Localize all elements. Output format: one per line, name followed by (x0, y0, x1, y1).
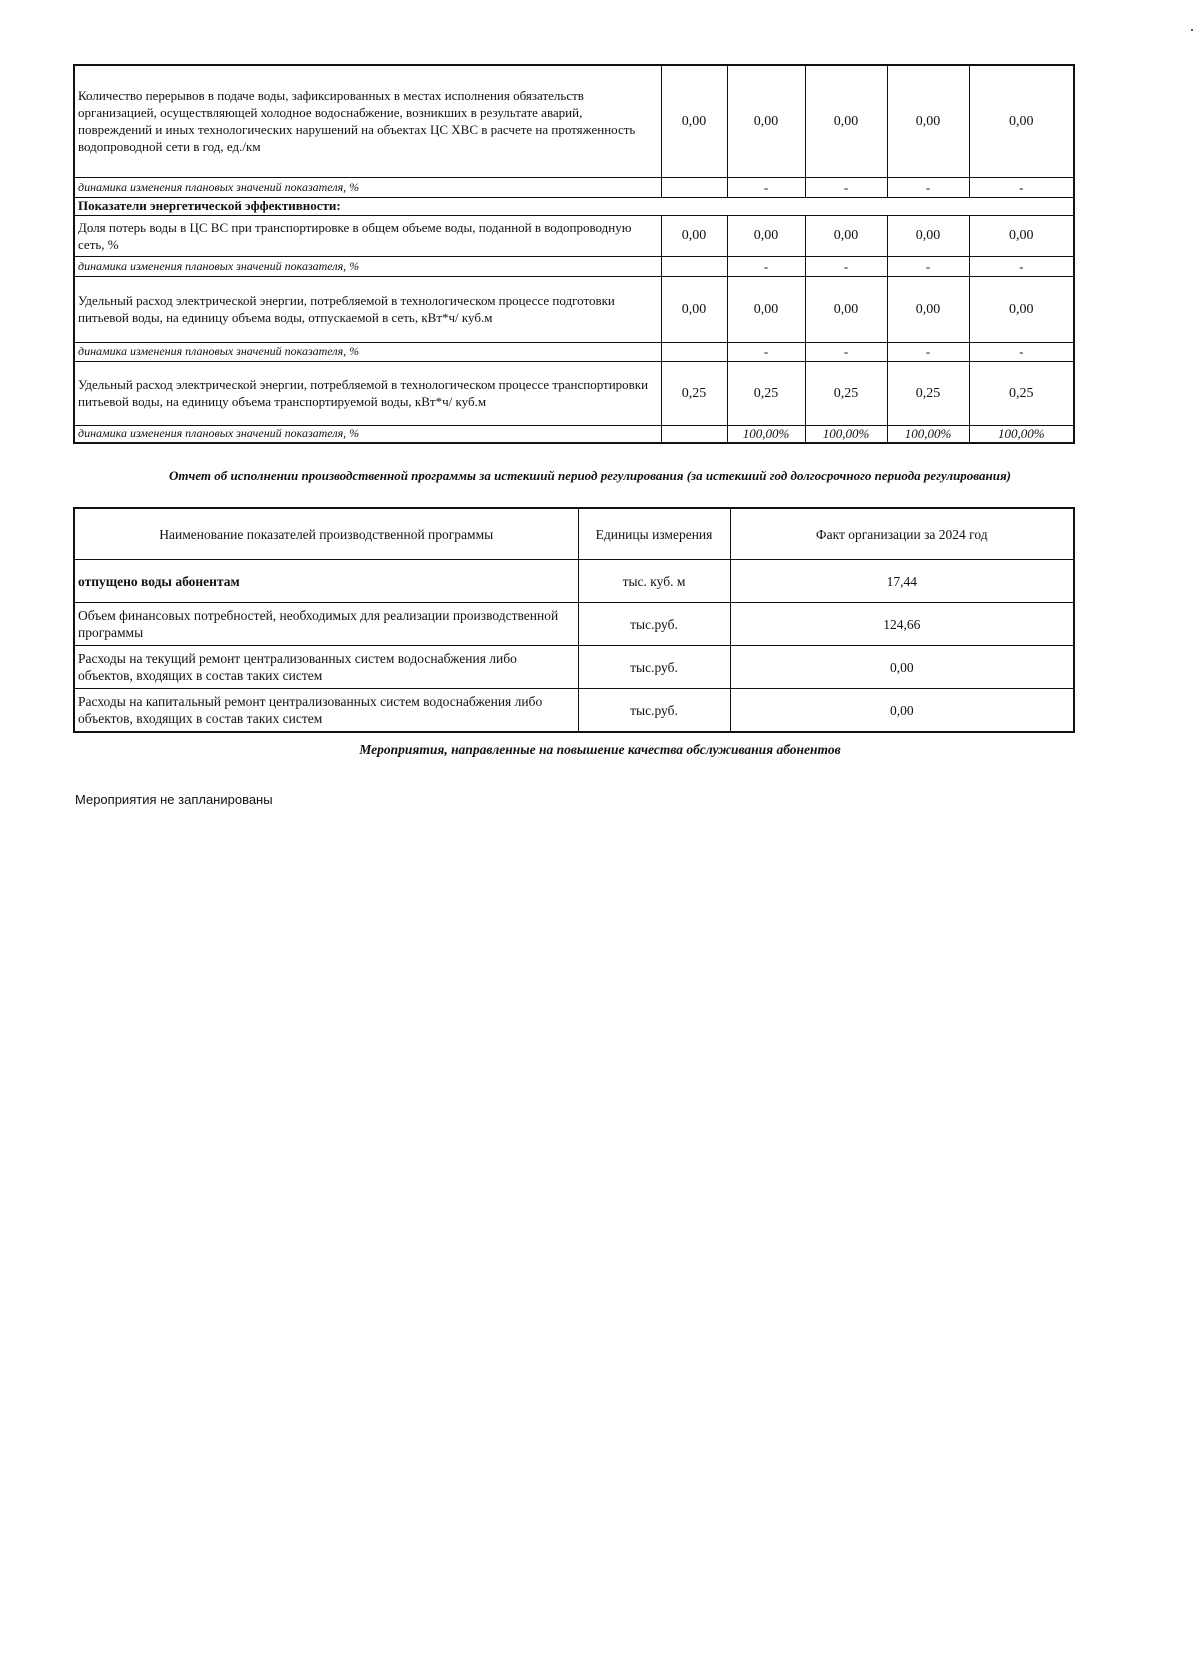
indicator-value: 0,00 (661, 276, 727, 342)
section-row (74, 197, 1074, 215)
table-row (74, 425, 1074, 443)
dynamics-label: динамика изменения плановых значений показателя, % (74, 177, 661, 197)
indicator-value: 0,00 (969, 65, 1074, 177)
indicator-value: 0,00 (969, 215, 1074, 256)
indicator-value: 0,00 (969, 276, 1074, 342)
indicator-value: 0,00 (887, 276, 969, 342)
table-row (74, 361, 1074, 425)
dynamics-value: - (969, 342, 1074, 361)
dynamics-value: - (805, 256, 887, 276)
dynamics-label: динамика изменения плановых значений показателя, % (74, 342, 661, 361)
dynamics-value (661, 177, 727, 197)
measures-note: Мероприятия не запланированы (75, 792, 273, 807)
indicator-value: 0,25 (887, 361, 969, 425)
dynamics-value: - (887, 177, 969, 197)
indicator-value: 0,00 (805, 215, 887, 256)
program-indicator-name: Расходы на капитальный ремонт централизованных систем водоснабжения либо объектов, входящих в состав таких систем (74, 689, 578, 733)
measures-heading: Мероприятия, направленные на повышение качества обслуживания абонентов (359, 742, 841, 757)
dynamics-value: - (887, 256, 969, 276)
table-row (74, 603, 1074, 646)
dynamics-value: 100,00% (727, 425, 805, 443)
indicator-label: Удельный расход электрической энергии, потребляемой в технологическом процессе подготовки питьевой воды, на единицу объема воды, отпускаемой в сеть, кВт*ч/ куб.м (74, 276, 661, 342)
dynamics-value: - (727, 177, 805, 197)
dynamics-value: - (805, 177, 887, 197)
dynamics-value: 100,00% (805, 425, 887, 443)
indicator-value: 0,25 (969, 361, 1074, 425)
dynamics-label: динамика изменения плановых значений показателя, % (74, 256, 661, 276)
indicator-value: 0,25 (805, 361, 887, 425)
section-title: Показатели энергетической эффективности: (74, 197, 1074, 215)
dynamics-value (661, 342, 727, 361)
table-row (74, 215, 1074, 256)
indicator-value: 0,25 (661, 361, 727, 425)
table-row (74, 560, 1074, 603)
indicator-value: 0,00 (661, 65, 727, 177)
dynamics-value: - (727, 256, 805, 276)
dynamics-value: 100,00% (969, 425, 1074, 443)
indicator-value: 0,25 (727, 361, 805, 425)
dynamics-value: - (969, 177, 1074, 197)
program-indicator-unit: тыс.руб. (578, 646, 730, 689)
program-indicator-value: 0,00 (730, 689, 1074, 733)
indicator-value: 0,00 (805, 65, 887, 177)
dynamics-value: - (887, 342, 969, 361)
table-row (74, 256, 1074, 276)
program-indicator-unit: тыс.руб. (578, 689, 730, 733)
indicator-value: 0,00 (727, 276, 805, 342)
indicator-value: 0,00 (727, 215, 805, 256)
indicator-value: 0,00 (661, 215, 727, 256)
indicator-value: 0,00 (727, 65, 805, 177)
program-indicator-name: Объем финансовых потребностей, необходимых для реализации производственной программы (74, 603, 578, 646)
table-row (74, 276, 1074, 342)
table-row (74, 342, 1074, 361)
indicators-table (73, 64, 1075, 444)
report-caption: Отчет об исполнении производственной программы за истекший период регулирования (за истекший год долгосрочного периода регулирования) (169, 468, 1011, 483)
dynamics-value (661, 425, 727, 443)
program-indicator-value: 124,66 (730, 603, 1074, 646)
program-indicator-unit: тыс.руб. (578, 603, 730, 646)
table-row (74, 689, 1074, 733)
program-indicator-value: 17,44 (730, 560, 1074, 603)
indicator-value: 0,00 (805, 276, 887, 342)
program-indicator-value: 0,00 (730, 646, 1074, 689)
indicator-label: Доля потерь воды в ЦС ВС при транспортировке в общем объеме воды, поданной в водопроводную сеть, % (74, 215, 661, 256)
dynamics-value: - (969, 256, 1074, 276)
column-header: Факт организации за 2024 год (730, 508, 1074, 560)
dynamics-value: 100,00% (887, 425, 969, 443)
column-header: Единицы измерения (578, 508, 730, 560)
indicator-value: 0,00 (887, 215, 969, 256)
scan-speck (1191, 29, 1193, 31)
table-row (74, 65, 1074, 177)
table-header-row (74, 508, 1074, 560)
dynamics-value (661, 256, 727, 276)
program-indicator-unit: тыс. куб. м (578, 560, 730, 603)
indicator-label: Удельный расход электрической энергии, потребляемой в технологическом процессе транспортировки питьевой воды, на единицу объема транспортируемой воды, кВт*ч/ куб.м (74, 361, 661, 425)
dynamics-value: - (727, 342, 805, 361)
column-header: Наименование показателей производственной программы (74, 508, 578, 560)
program-indicator-name: отпущено воды абонентам (74, 560, 578, 603)
indicator-label: Количество перерывов в подаче воды, зафиксированных в местах исполнения обязательств организацией, осуществляющей холодное водоснабжение, возникших в результате аварий, повреждений и иных технологических нарушений на объектах ЦС ХВС в расчете на протяженность водопроводной сети в год, ед./км (74, 65, 661, 177)
production-program-table (73, 507, 1075, 733)
dynamics-label: динамика изменения плановых значений показателя, % (74, 425, 661, 443)
table-row (74, 646, 1074, 689)
indicator-value: 0,00 (887, 65, 969, 177)
dynamics-value: - (805, 342, 887, 361)
table-row (74, 177, 1074, 197)
program-indicator-name: Расходы на текущий ремонт централизованных систем водоснабжения либо объектов, входящих в состав таких систем (74, 646, 578, 689)
